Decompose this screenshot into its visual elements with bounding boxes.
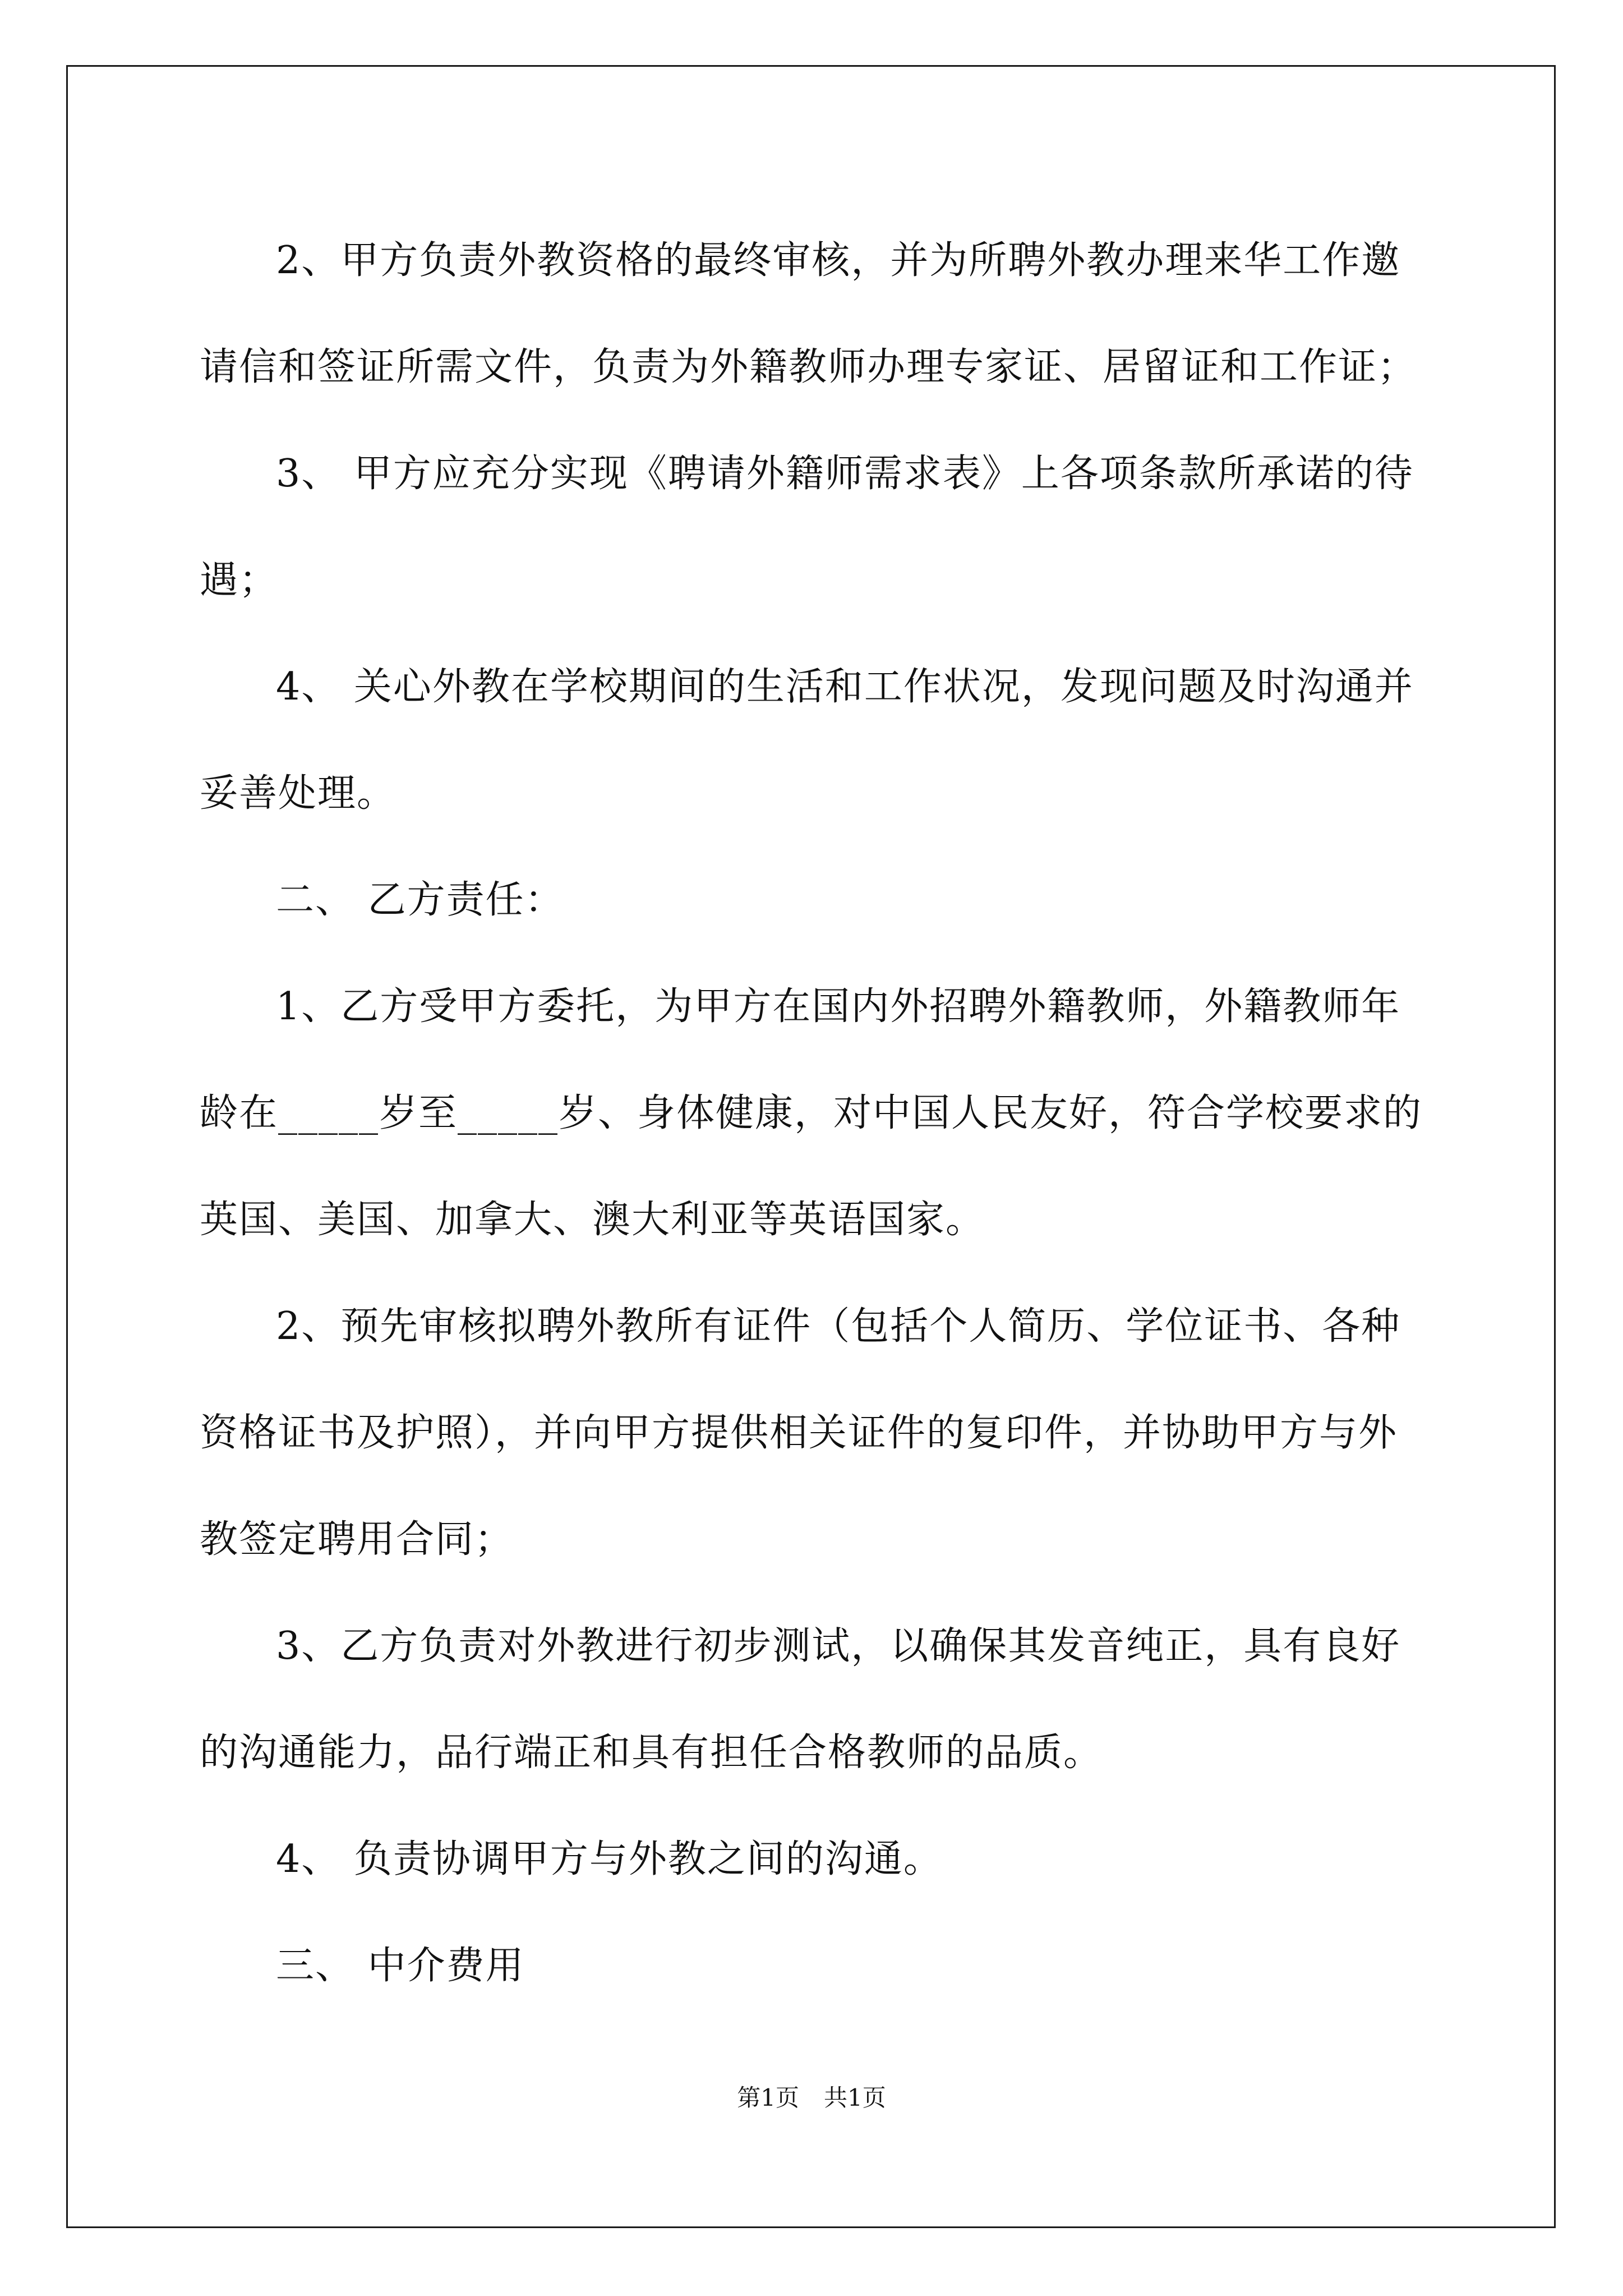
document-body	[200, 208, 1422, 2019]
page-number-current: 第1页	[737, 2084, 799, 2111]
paragraph-party-b-item-4: 4、 负责协调甲方与外教之间的沟通。	[276, 1837, 943, 1881]
section-heading-agency-fee: 三、 中介费用	[276, 1944, 525, 1988]
paragraph-party-a-item-4: 4、 关心外教在学校期间的生活和工作状况，发现问题及时沟通并妥善处理。	[200, 665, 1414, 816]
page-number-total: 共1页	[824, 2084, 886, 2111]
paragraph-party-b-item-3: 3、乙方负责对外教进行初步测试，以确保其发音纯正，具有良好的沟通能力，品行端正和具有担任合格教师的品质。	[200, 1624, 1401, 1775]
paragraph-party-b-item-2: 2、预先审核拟聘外教所有证件（包括个人简历、学位证书、各种资格证书及护照），并向甲方提供相关证件的复印件，并协助甲方与外教签定聘用合同；	[200, 1304, 1401, 1562]
page-footer	[0, 2081, 1623, 2115]
section-heading-party-b: 二、 乙方责任：	[276, 878, 564, 922]
paragraph-party-b-item-1: 1、乙方受甲方委托，为甲方在国内外招聘外籍教师，外籍教师年龄在_____岁至_____岁、身体健康，对中国人民友好，符合学校要求的英国、美国、加拿大、澳大利亚等英语国家。	[200, 984, 1423, 1242]
paragraph-party-a-item-2: 2、甲方负责外教资格的最终审核，并为所聘外教办理来华工作邀请信和签证所需文件，负责为外籍教师办理专家证、居留证和工作证；	[200, 238, 1417, 389]
paragraph-party-a-item-3: 3、 甲方应充分实现《聘请外籍师需求表》上各项条款所承诺的待遇；	[200, 452, 1414, 602]
